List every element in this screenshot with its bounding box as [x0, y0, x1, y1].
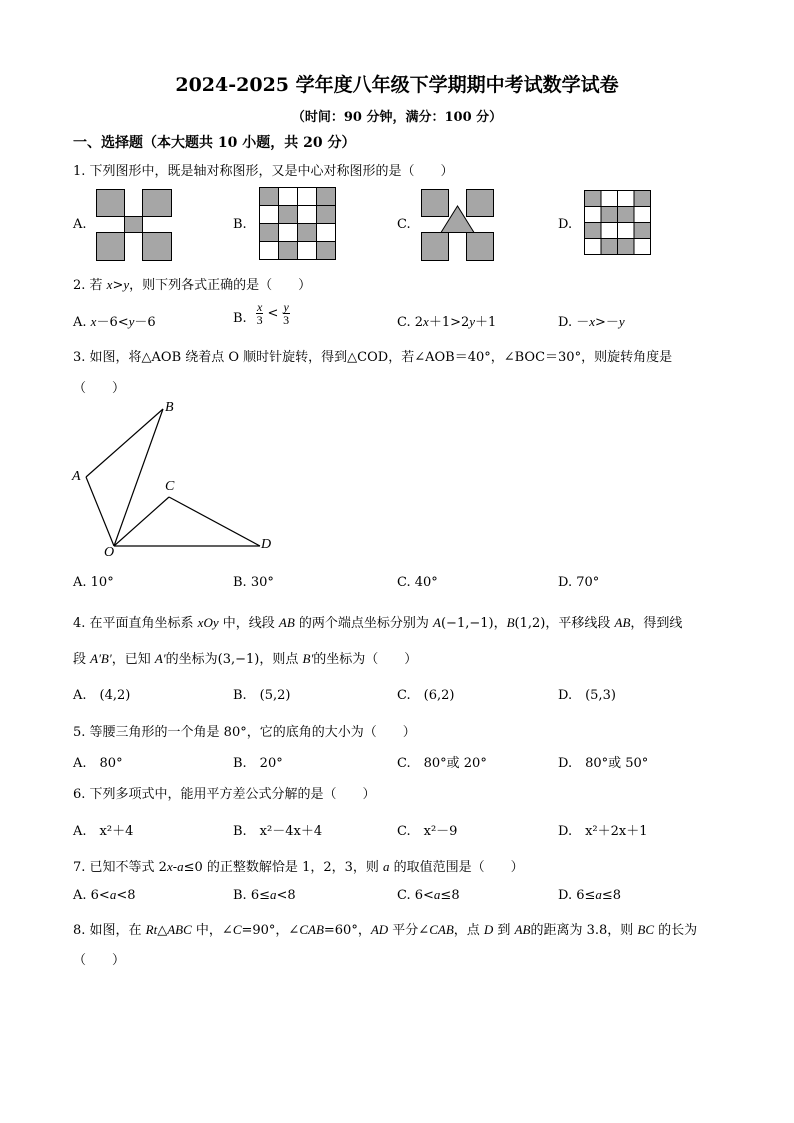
q3-label-a: A	[72, 469, 81, 484]
grid-cell	[260, 242, 279, 260]
q3-option-d: D. 70°	[558, 575, 600, 590]
question-8-stem-line2: （ ）	[73, 953, 126, 968]
q7-option-a: A. 6<a<8	[73, 887, 136, 903]
q5-option-d: D. 80°或 50°	[558, 756, 649, 771]
grid-cell	[298, 188, 317, 206]
grid-cell	[317, 188, 336, 206]
q3-option-b: B. 30°	[233, 575, 274, 590]
q5-option-b: B. 20°	[233, 756, 283, 771]
grid-cell	[260, 206, 279, 224]
q2-option-d: D. －x>－y	[558, 314, 625, 330]
grid-cell	[634, 239, 651, 255]
q2-option-c: C. 2x＋1>2y＋1	[397, 314, 497, 330]
grid-cell	[260, 188, 279, 206]
grid-cell	[585, 207, 602, 223]
q1-option-a-label: A.	[73, 217, 87, 232]
q1-figure-a	[96, 189, 172, 261]
question-6-stem: 6. 下列多项式中，能用平方差公式分解的是（ ）	[73, 787, 376, 802]
question-2-stem: 2. 若 x>y，则下列各式正确的是（ ）	[73, 277, 312, 293]
question-5-stem: 5. 等腰三角形的一个角是 80°，它的底角的大小为（ ）	[73, 725, 416, 740]
question-4-stem-line2: 段 A′B′，已知 A′的坐标为(3,−1)，则点 B′的坐标为（ ）	[73, 651, 418, 667]
grid-cell	[585, 239, 602, 255]
grid-cell	[298, 206, 317, 224]
q3-label-c: C	[165, 479, 175, 494]
q7-option-b: B. 6≤a<8	[233, 887, 296, 903]
grid-cell	[618, 239, 635, 255]
question-3-stem-line2: （ ）	[73, 381, 126, 396]
grid-cell	[317, 224, 336, 242]
q1-figure-c	[421, 189, 495, 261]
q3-label-b: B	[165, 400, 174, 415]
section-heading: 一、选择题（本大题共 10 小题，共 20 分）	[73, 135, 356, 151]
grid-cell	[279, 224, 298, 242]
grid-cell	[618, 207, 635, 223]
q6-option-a: A. x²＋4	[73, 824, 134, 839]
exam-title: 2024-2025 学年度八年级下学期期中考试数学试卷	[175, 74, 619, 96]
grid-cell	[634, 207, 651, 223]
grid-cell	[601, 207, 618, 223]
q1-option-b-label: B.	[233, 217, 247, 232]
exam-subtitle: （时间：90 分钟，满分：100 分）	[291, 110, 503, 125]
question-4-stem-line1: 4. 在平面直角坐标系 xOy 中，线段 AB 的两个端点坐标分别为 A(−1,−1)，B(1,2)，平移线段 AB，得到线	[73, 615, 683, 631]
q2-option-b-fraction: $\frac{x}{3}$ < $\frac{y}{3}$	[256, 300, 290, 327]
q3-option-c: C. 40°	[397, 575, 438, 590]
grid-cell	[634, 223, 651, 239]
q3-label-d: D	[261, 537, 272, 552]
grid-cell	[585, 223, 602, 239]
q2-option-a: A. x－6<y－6	[73, 314, 156, 330]
grid-cell	[279, 242, 298, 260]
q3-option-a: A. 10°	[73, 575, 114, 590]
question-8-stem-line1: 8. 如图，在 Rt△ABC 中，∠C=90°，∠CAB=60°，AD 平分∠CAB，点 D 到 AB的距离为 3.8，则 BC 的长为	[73, 922, 698, 938]
grid-cell	[260, 224, 279, 242]
grid-cell	[601, 239, 618, 255]
q1-figure-d	[584, 190, 652, 256]
q3-rotation-figure	[70, 400, 280, 565]
q4-option-a: A. (4,2)	[73, 688, 131, 703]
q1-option-c-label: C.	[397, 217, 411, 232]
q7-option-d: D. 6≤a≤8	[558, 887, 622, 903]
grid-cell	[601, 223, 618, 239]
question-7-stem: 7. 已知不等式 2x-a≤0 的正整数解恰是 1，2，3，则 a 的取值范围是（ ）	[73, 859, 524, 875]
q7-option-c: C. 6<a≤8	[397, 887, 460, 903]
q2-option-b: B.	[233, 311, 247, 326]
grid-cell	[634, 191, 651, 207]
grid-cell	[618, 191, 635, 207]
grid-cell	[601, 191, 618, 207]
q4-option-c: C. (6,2)	[397, 688, 455, 703]
grid-cell	[298, 242, 317, 260]
q5-option-a: A. 80°	[73, 756, 123, 771]
grid-cell	[317, 206, 336, 224]
q1-option-d-label: D.	[558, 217, 573, 232]
q6-option-c: C. x²－9	[397, 824, 458, 839]
grid-cell	[585, 191, 602, 207]
grid-cell	[279, 206, 298, 224]
q3-label-o: O	[104, 545, 115, 560]
q1-figure-b	[259, 187, 339, 261]
grid-cell	[618, 223, 635, 239]
q5-option-c: C. 80°或 20°	[397, 756, 487, 771]
grid-cell	[317, 242, 336, 260]
q4-option-b: B. (5,2)	[233, 688, 291, 703]
grid-cell	[279, 188, 298, 206]
q6-option-b: B. x²－4x＋4	[233, 824, 323, 839]
question-3-stem-line1: 3. 如图，将△AOB 绕着点 O 顺时针旋转，得到△COD，若∠AOB＝40°，∠BOC＝30°，则旋转角度是	[73, 350, 673, 365]
q4-option-d: D. (5,3)	[558, 688, 616, 703]
grid-cell	[298, 224, 317, 242]
q6-option-d: D. x²＋2x＋1	[558, 824, 648, 839]
question-1-stem: 1. 下列图形中，既是轴对称图形，又是中心对称图形的是（ ）	[73, 164, 454, 179]
